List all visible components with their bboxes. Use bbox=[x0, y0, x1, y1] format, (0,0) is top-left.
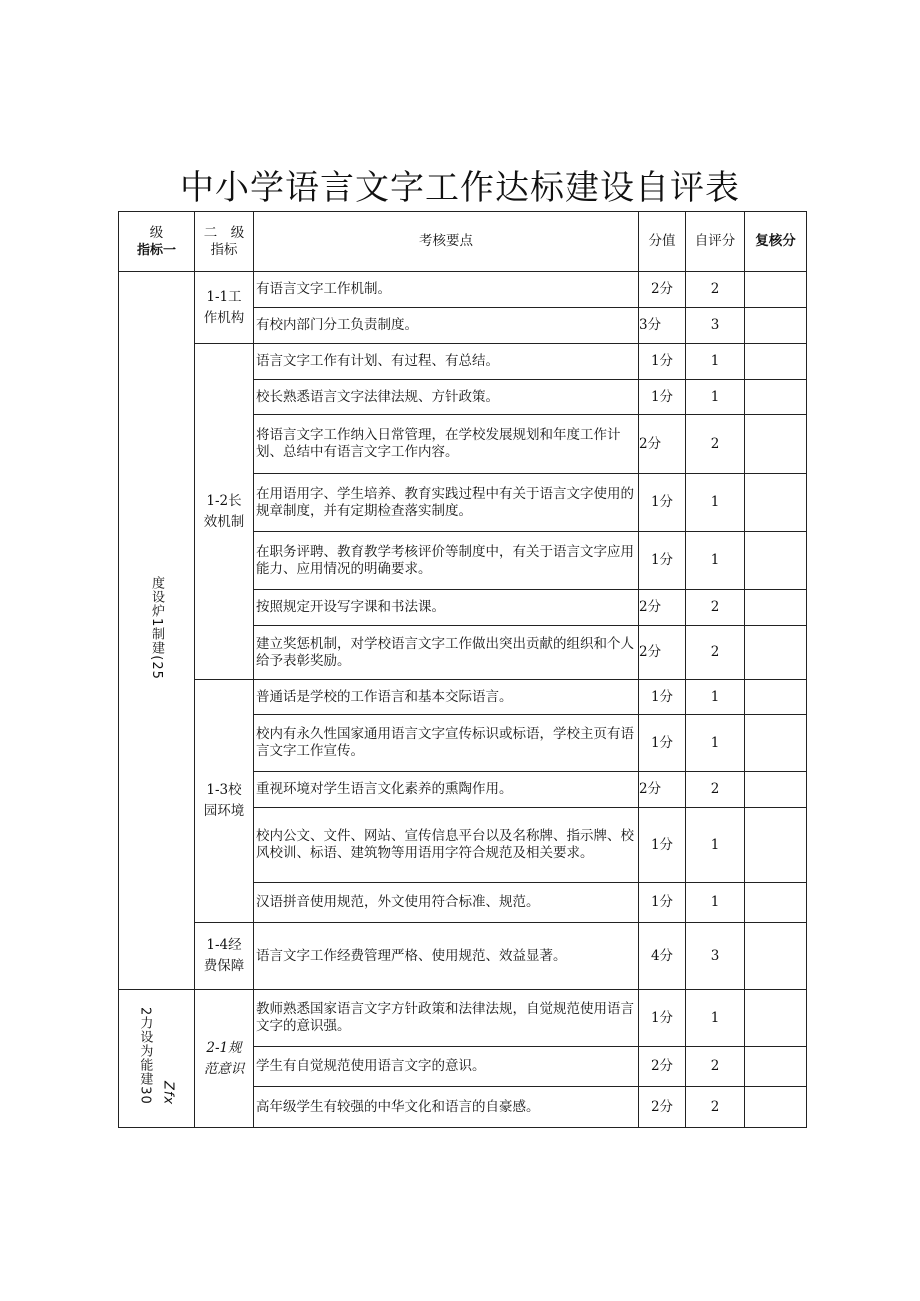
score-cell: 2分 bbox=[639, 1047, 686, 1087]
table-row bbox=[119, 990, 807, 1047]
self-score-cell: 1 bbox=[686, 990, 745, 1047]
point-cell: 有语言文字工作机制。 bbox=[254, 272, 639, 308]
group-label: 2-1规范意识 bbox=[203, 1039, 245, 1077]
review-score-cell[interactable] bbox=[745, 532, 807, 590]
section1-label: 度设炉1制建(25 bbox=[149, 576, 164, 680]
review-score-cell[interactable] bbox=[745, 474, 807, 532]
evaluation-table bbox=[118, 211, 807, 1128]
section2-label: 2力设为能建30 bbox=[137, 1007, 153, 1105]
group-cell bbox=[195, 272, 254, 344]
self-score-cell: 2 bbox=[686, 272, 745, 308]
self-score-cell: 1 bbox=[686, 715, 745, 772]
self-score-cell: 2 bbox=[686, 1087, 745, 1128]
self-score-cell: 2 bbox=[686, 1047, 745, 1087]
self-score-cell: 1 bbox=[686, 380, 745, 415]
table-row bbox=[119, 272, 807, 308]
self-score-cell: 2 bbox=[686, 415, 745, 474]
self-score-cell: 1 bbox=[686, 883, 745, 923]
point-cell: 按照规定开设写字课和书法课。 bbox=[254, 590, 639, 626]
point-cell: 语言文字工作经费管理严格、使用规范、效益显著。 bbox=[254, 923, 639, 990]
review-score-cell[interactable] bbox=[745, 415, 807, 474]
group-label: 1-3校园环境 bbox=[203, 782, 245, 819]
table-row bbox=[119, 344, 807, 380]
section2-sublabel: Zfx bbox=[160, 1080, 176, 1105]
self-score-cell: 1 bbox=[686, 344, 745, 380]
score-cell: 2分 bbox=[639, 626, 686, 680]
score-cell: 3分 bbox=[639, 308, 686, 344]
point-cell: 校内有永久性国家通用语言文字宣传标识或标语，学校主页有语言文字工作宣传。 bbox=[254, 715, 639, 772]
score-cell: 2分 bbox=[639, 772, 686, 808]
score-cell: 2分 bbox=[639, 415, 686, 474]
point-cell: 高年级学生有较强的中华文化和语言的自豪感。 bbox=[254, 1087, 639, 1128]
review-score-cell[interactable] bbox=[745, 715, 807, 772]
point-cell: 普通话是学校的工作语言和基本交际语言。 bbox=[254, 680, 639, 715]
point-cell: 建立奖惩机制，对学校语言文字工作做出突出贡献的组织和个人给予表彰奖励。 bbox=[254, 626, 639, 680]
score-cell: 4分 bbox=[639, 923, 686, 990]
header-score: 分值 bbox=[639, 212, 686, 272]
point-cell: 将语言文字工作纳入日常管理，在学校发展规划和年度工作计划、总结中有语言文字工作内容。 bbox=[254, 415, 639, 474]
score-cell: 1分 bbox=[639, 532, 686, 590]
review-score-cell[interactable] bbox=[745, 923, 807, 990]
score-cell: 1分 bbox=[639, 808, 686, 883]
table-row bbox=[119, 680, 807, 715]
group-label: 1-4经 费保障 bbox=[203, 937, 256, 974]
review-score-cell[interactable] bbox=[745, 990, 807, 1047]
self-score-cell: 2 bbox=[686, 626, 745, 680]
header-row bbox=[119, 212, 807, 272]
review-score-cell[interactable] bbox=[745, 590, 807, 626]
self-score-cell: 2 bbox=[686, 772, 745, 808]
group-label: 1-1工作机构 bbox=[203, 288, 245, 326]
score-cell: 1分 bbox=[639, 883, 686, 923]
review-score-cell[interactable] bbox=[745, 680, 807, 715]
point-cell: 在用语用字、学生培养、教育实践过程中有关于语言文字使用的规章制度，并有定期检查落实制度。 bbox=[254, 474, 639, 532]
score-cell: 2分 bbox=[639, 272, 686, 308]
point-cell: 学生有自觉规范使用语言文字的意识。 bbox=[254, 1047, 639, 1087]
header-points: 考核要点 bbox=[254, 212, 639, 272]
score-cell: 1分 bbox=[639, 474, 686, 532]
review-score-cell[interactable] bbox=[745, 1047, 807, 1087]
header-level2-b: 指标 bbox=[210, 241, 238, 258]
header-level1-a: 级 bbox=[149, 224, 164, 241]
point-cell: 汉语拼音使用规范，外文使用符合标准、规范。 bbox=[254, 883, 639, 923]
section1-cell bbox=[119, 272, 195, 990]
score-cell: 1分 bbox=[639, 680, 686, 715]
score-cell: 2分 bbox=[639, 1087, 686, 1128]
point-cell: 语言文字工作有计划、有过程、有总结。 bbox=[254, 344, 639, 380]
review-score-cell[interactable] bbox=[745, 626, 807, 680]
self-score-cell: 3 bbox=[686, 308, 745, 344]
header-level1-b: 指标一 bbox=[136, 242, 176, 258]
score-cell: 1分 bbox=[639, 990, 686, 1047]
review-score-cell[interactable] bbox=[745, 883, 807, 923]
self-score-cell: 1 bbox=[686, 808, 745, 883]
group-cell bbox=[195, 680, 254, 923]
self-score-cell: 1 bbox=[686, 680, 745, 715]
header-level2 bbox=[195, 212, 254, 272]
score-cell: 1分 bbox=[639, 344, 686, 380]
self-score-cell: 3 bbox=[686, 923, 745, 990]
review-score-cell[interactable] bbox=[745, 808, 807, 883]
review-score-cell[interactable] bbox=[745, 344, 807, 380]
review-score-cell[interactable] bbox=[745, 272, 807, 308]
review-score-cell[interactable] bbox=[745, 308, 807, 344]
page-title: 中小学语言文字工作达标建设自评表 bbox=[180, 168, 740, 208]
point-cell: 教师熟悉国家语言文字方针政策和法律法规，自觉规范使用语言文字的意识强。 bbox=[254, 990, 639, 1047]
self-score-cell: 1 bbox=[686, 532, 745, 590]
header-level2-a: 二 级 bbox=[203, 224, 245, 241]
section2-cell bbox=[119, 990, 195, 1128]
point-cell: 在职务评聘、教育教学考核评价等制度中，有关于语言文字应用能力、应用情况的明确要求。 bbox=[254, 532, 639, 590]
self-score-cell: 1 bbox=[686, 474, 745, 532]
point-cell: 重视环境对学生语言文化素养的熏陶作用。 bbox=[254, 772, 639, 808]
header-self-score: 自评分 bbox=[686, 212, 745, 272]
review-score-cell[interactable] bbox=[745, 772, 807, 808]
score-cell: 1分 bbox=[639, 380, 686, 415]
header-level1 bbox=[119, 212, 195, 272]
point-cell: 校长熟悉语言文字法律法规、方针政策。 bbox=[254, 380, 639, 415]
review-score-cell[interactable] bbox=[745, 1087, 807, 1128]
group-cell bbox=[195, 923, 254, 990]
review-score-cell[interactable] bbox=[745, 380, 807, 415]
group-cell bbox=[195, 990, 254, 1128]
group-label: 1-2长效机制 bbox=[203, 492, 245, 530]
score-cell: 2分 bbox=[639, 590, 686, 626]
score-cell: 1分 bbox=[639, 715, 686, 772]
self-score-cell: 2 bbox=[686, 590, 745, 626]
point-cell: 有校内部门分工负责制度。 bbox=[254, 308, 639, 344]
group-cell bbox=[195, 344, 254, 680]
table-row bbox=[119, 923, 807, 990]
header-review-score: 复核分 bbox=[745, 212, 807, 272]
point-cell: 校内公文、文件、网站、宣传信息平台以及名称牌、指示牌、校风校训、标语、建筑物等用语用字符合规范及相关要求。 bbox=[254, 808, 639, 883]
